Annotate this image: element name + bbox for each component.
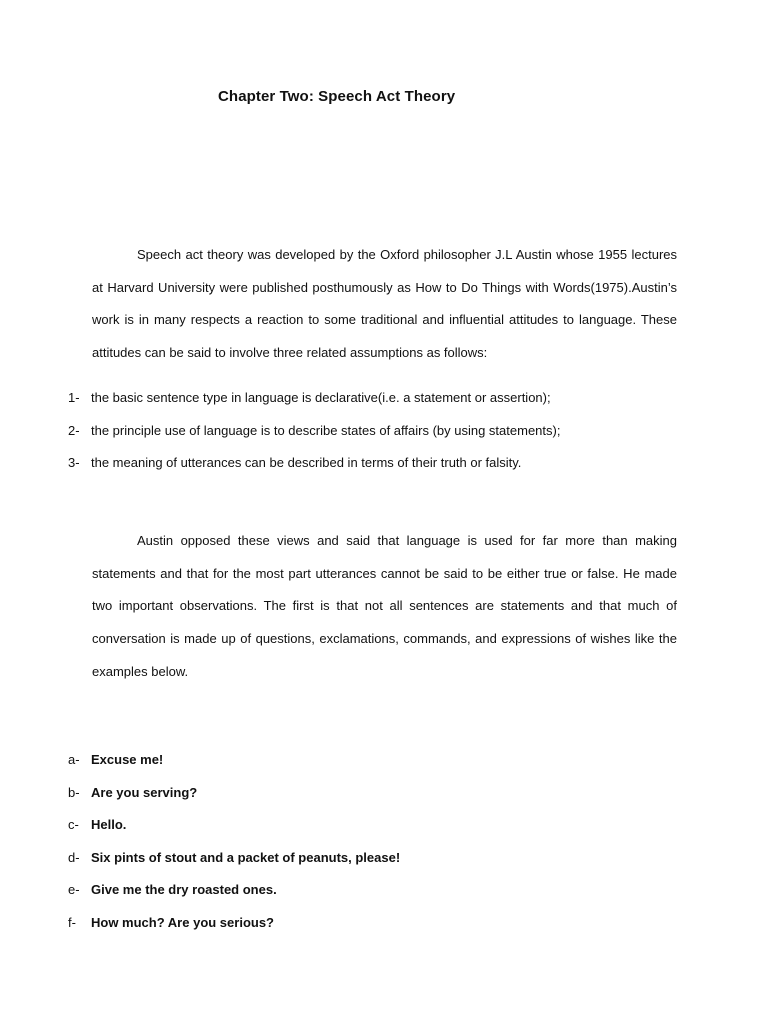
list-item-text: the principle use of language is to describe states of affairs (by using statements); xyxy=(91,422,561,438)
list-marker: c- xyxy=(68,817,79,833)
list-marker: e- xyxy=(68,882,80,898)
list-marker: 3- xyxy=(68,455,80,471)
list-item-text: the basic sentence type in language is declarative(i.e. a statement or assertion); xyxy=(91,390,551,405)
list-item-text: Hello. xyxy=(91,817,127,833)
list-item-text: Are you serving? xyxy=(91,784,198,800)
list-marker: f- xyxy=(68,914,76,930)
list-item-text: Six pints of stout and a packet of peanuts, please! xyxy=(91,849,401,865)
list-marker: a- xyxy=(68,752,80,767)
list-marker: 2- xyxy=(68,422,80,438)
intro-paragraph: Speech act theory was developed by the Oxford philosopher J.L Austin whose 1955 lectures at Harvard University were published posthumously as How to Do Things with Words(1975).Austin’s work is in many respects a reaction to some traditional and influential attitudes to language. These attitudes can be said to involve three related assumptions as follows: xyxy=(92,247,677,361)
list-item-text: Excuse me! xyxy=(91,752,164,767)
list-marker: b- xyxy=(68,784,80,800)
list-item-text: the meaning of utterances can be described in terms of their truth or falsity. xyxy=(91,455,522,471)
austin-paragraph: Austin opposed these views and said that language is used for far more than making statements and that for the most part utterances cannot be said to be either true or false. He made two important observations. The first is that not all sentences are statements and that much of conversation is made up of questions, exclamations, commands, and expressions of wishes like the examples below. xyxy=(92,533,677,679)
list-marker: d- xyxy=(68,849,80,865)
list-item-text: Give me the dry roasted ones. xyxy=(91,882,277,898)
list-marker: 1- xyxy=(68,390,80,405)
chapter-title: Chapter Two: Speech Act Theory xyxy=(218,88,456,105)
list-item-text: How much? Are you serious? xyxy=(91,914,274,930)
